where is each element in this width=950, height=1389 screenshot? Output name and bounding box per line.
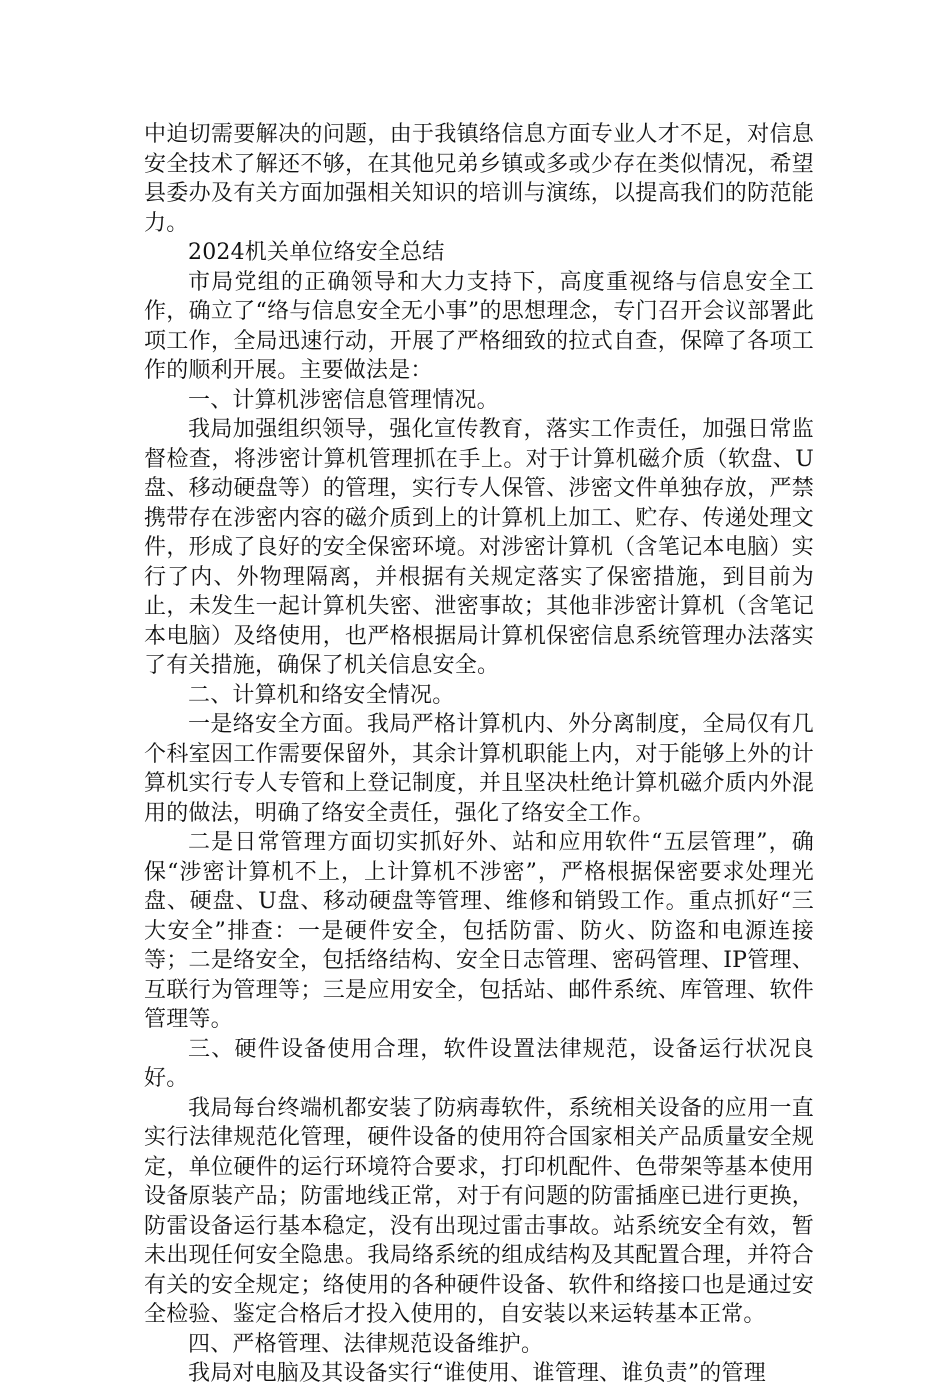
paragraph-section-2b: 二是日常管理方面切实抓好外、站和应用软件“五层管理”，确保“涉密计算机不上，上计算机不涉密”，严格根据保密要求处理光盘、硬盘、U盘、移动硬盘等管理、维修和销毁工作。重点抓好“三大安全”排查：一是硬件安全，包括防雷、防火、防盗和电源连接等；二是络安全，包括络结构、安全日志管理、密码管理、IP管理、互联行为管理等；三是应用安全，包括站、邮件系统、库管理、软件管理等。 [144,830,814,1032]
paragraph-section-1: 我局加强组织领导，强化宣传教育，落实工作责任，加强日常监督检查，将涉密计算机管理抓在手上。对于计算机磁介质（软盘、U盘、移动硬盘等）的管理，实行专人保管、涉密文件单独存放，严禁携带存在涉密内容的磁介质到上的计算机上加工、贮存、传递处理文件，形成了良好的安全保密环境。对涉密计算机（含笔记本电脑）实行了内、外物理隔离，并根据有关规定落实了保密措施，到目前为止，未发生一起计算机失密、泄密事故；其他非涉密计算机（含笔记本电脑）及络使用，也严格根据局计算机保密信息系统管理办法落实了有关措施，确保了机关信息安全。 [144,417,814,678]
section-heading-2: 二、计算机和络安全情况。 [188,682,455,708]
paragraph-section-2a: 一是络安全方面。我局严格计算机内、外分离制度，全局仅有几个科室因工作需要保留外，其余计算机职能上内，对于能够上外的计算机实行专人专管和上登记制度，并且坚决杜绝计算机磁介质内外混用的做法，明确了络安全责任，强化了络安全工作。 [144,712,814,826]
paragraph-section-3: 我局每台终端机都安装了防病毒软件，系统相关设备的应用一直实行法律规范化管理，硬件设备的使用符合国家相关产品质量安全规定，单位硬件的运行环境符合要求，打印机配件、色带架等基本使用设备原装产品；防雷地线正常，对于有问题的防雷插座已进行更换，防雷设备运行基本稳定，没有出现过雷击事故。站系统安全有效，暂未出现任何安全隐患。我局络系统的组成结构及其配置合理，并符合有关的安全规定；络使用的各种硬件设备、软件和络接口也是通过安全检验、鉴定合格后才投入使用的，自安装以来运转基本正常。 [144,1095,814,1327]
paragraph-continuation: 中迫切需要解决的问题，由于我镇络信息方面专业人才不足，对信息安全技术了解还不够，在其他兄弟乡镇或多或少存在类似情况，希望县委办及有关方面加强相关知识的培训与演练，以提高我们的防范能力。 [144,122,814,236]
document-body [144,120,814,1389]
section-heading-3: 三、硬件设备使用合理，软件设置法律规范，设备运行状况良好。 [144,1036,814,1091]
section-heading-4: 四、严格管理、法律规范设备维护。 [188,1331,544,1357]
paragraph-section-4: 我局对电脑及其设备实行“谁使用、谁管理、谁负责”的管理 [188,1361,766,1386]
paragraph-intro: 市局党组的正确领导和大力支持下，高度重视络与信息安全工作，确立了“络与信息安全无小事”的思想理念，专门召开会议部署此项工作，全局迅速行动，开展了严格细致的拉式自查，保障了各项工作的顺利开展。主要做法是： [144,269,814,383]
section-heading-1: 一、计算机涉密信息管理情况。 [188,387,499,413]
document-title: 2024机关单位络安全总结 [188,240,445,265]
